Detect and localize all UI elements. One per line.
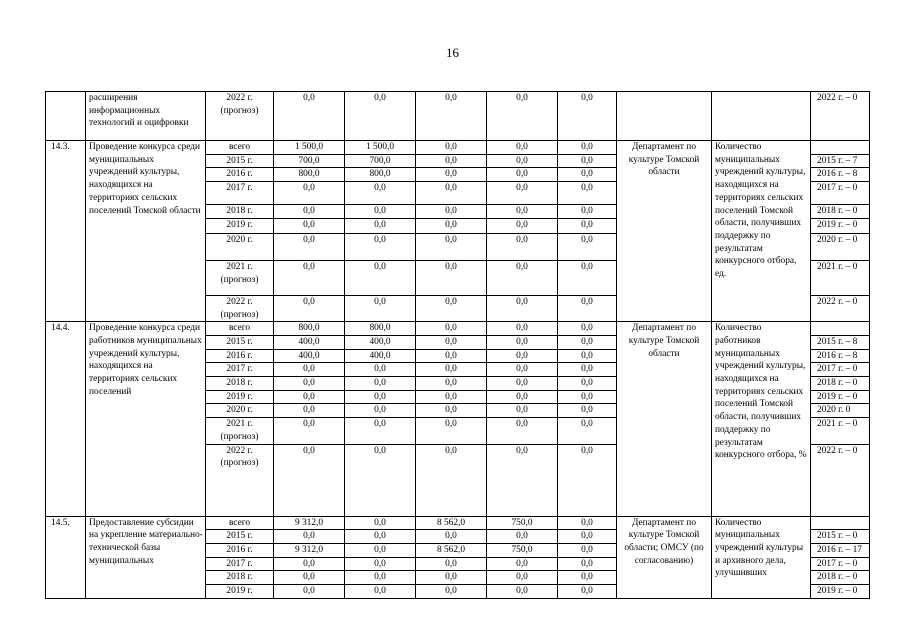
- indicator-value: [811, 141, 870, 155]
- indicator-value: 2015 г. – 8: [811, 335, 870, 349]
- funding-value: 0,0: [487, 377, 558, 391]
- year-cell: 2015 г.: [206, 154, 274, 168]
- year-cell: 2019 г.: [206, 390, 274, 404]
- measure-index: 14.3.: [46, 141, 86, 322]
- table-row: [46, 92, 870, 141]
- indicator-value: 2022 г. – 0: [811, 92, 870, 141]
- funding-value: 0,0: [416, 377, 487, 391]
- funding-value: 0,0: [345, 444, 416, 516]
- indicator-value: 2018 г. – 0: [811, 377, 870, 391]
- responsible-executor: Департамент по культуре Томской области: [617, 322, 712, 516]
- funding-value: 0,0: [487, 322, 558, 336]
- funding-value: 0,0: [558, 295, 617, 321]
- funding-value: 0,0: [416, 418, 487, 444]
- funding-value: 0,0: [345, 571, 416, 585]
- funding-value: 0,0: [274, 585, 345, 599]
- funding-value: 0,0: [558, 349, 617, 363]
- funding-value: 0,0: [487, 154, 558, 168]
- funding-value: 750,0: [487, 516, 558, 530]
- funding-value: 800,0: [274, 322, 345, 336]
- funding-value: 0,0: [416, 154, 487, 168]
- funding-value: 8 562,0: [416, 516, 487, 530]
- indicator-value: 2019 г. – 0: [811, 585, 870, 599]
- measure-description: Проведение конкурса среди муниципальных учреждений культуры, находящихся на территориях сельских поселений Томской области: [86, 141, 206, 322]
- funding-value: 0,0: [416, 571, 487, 585]
- funding-value: 0,0: [416, 390, 487, 404]
- funding-value: 0,0: [416, 335, 487, 349]
- indicator-description: Количество работников муниципальных учреждений культуры, находящихся на территориях сельских поселений Томской области, получивших поддержку по результатам конкурсного отбора, %: [712, 322, 811, 516]
- funding-value: 0,0: [274, 218, 345, 233]
- year-cell: 2019 г.: [206, 218, 274, 233]
- funding-value: 400,0: [274, 349, 345, 363]
- funding-value: 0,0: [274, 182, 345, 205]
- funding-value: 0,0: [416, 168, 487, 182]
- funding-value: 800,0: [345, 168, 416, 182]
- funding-value: 400,0: [274, 335, 345, 349]
- funding-value: 0,0: [416, 205, 487, 219]
- funding-value: 0,0: [487, 233, 558, 260]
- measure-description: расширения информационных технологий и оцифровки: [86, 92, 206, 141]
- funding-value: 0,0: [345, 182, 416, 205]
- funding-value: 0,0: [487, 92, 558, 141]
- funding-value: 0,0: [416, 182, 487, 205]
- funding-value: 0,0: [487, 530, 558, 544]
- funding-value: 0,0: [274, 418, 345, 444]
- measure-index: 14.5.: [46, 516, 86, 598]
- year-cell: всего: [206, 516, 274, 530]
- funding-value: 0,0: [487, 182, 558, 205]
- funding-value: 0,0: [487, 363, 558, 377]
- funding-value: 750,0: [487, 543, 558, 557]
- funding-value: 0,0: [416, 585, 487, 599]
- funding-value: 0,0: [487, 349, 558, 363]
- funding-value: 0,0: [558, 154, 617, 168]
- funding-value: 0,0: [416, 404, 487, 418]
- indicator-value: [811, 516, 870, 530]
- funding-value: 0,0: [487, 205, 558, 219]
- indicator-value: 2020 г. 0: [811, 404, 870, 418]
- indicator-value: 2015 г. – 7: [811, 154, 870, 168]
- funding-value: 400,0: [345, 335, 416, 349]
- funding-value: 0,0: [345, 543, 416, 557]
- funding-value: 0,0: [345, 530, 416, 544]
- funding-value: 0,0: [345, 205, 416, 219]
- funding-value: 0,0: [345, 404, 416, 418]
- year-cell: 2016 г.: [206, 349, 274, 363]
- indicator-value: 2021 г. – 0: [811, 260, 870, 295]
- funding-value: 0,0: [416, 92, 487, 141]
- funding-value: 0,0: [558, 233, 617, 260]
- funding-value: 0,0: [416, 218, 487, 233]
- indicator-description: Количество муниципальных учреждений культуры, находящихся на территориях сельских поселений Томской области, получивших поддержку по результатам конкурсного отбора, ед.: [712, 141, 811, 322]
- funding-value: 0,0: [487, 168, 558, 182]
- funding-value: 0,0: [558, 444, 617, 516]
- funding-value: 0,0: [487, 444, 558, 516]
- funding-value: 0,0: [416, 444, 487, 516]
- year-cell: 2017 г.: [206, 557, 274, 571]
- funding-value: 0,0: [558, 335, 617, 349]
- funding-value: 0,0: [345, 218, 416, 233]
- funding-value: 0,0: [274, 571, 345, 585]
- funding-value: 9 312,0: [274, 516, 345, 530]
- funding-value: 700,0: [345, 154, 416, 168]
- funding-value: 0,0: [345, 418, 416, 444]
- funding-value: 0,0: [416, 260, 487, 295]
- year-cell: 2020 г.: [206, 404, 274, 418]
- funding-value: 0,0: [345, 585, 416, 599]
- year-cell: 2019 г.: [206, 585, 274, 599]
- funding-value: 0,0: [558, 363, 617, 377]
- funding-value: 0,0: [274, 530, 345, 544]
- funding-value: 0,0: [345, 233, 416, 260]
- funding-value: 0,0: [416, 349, 487, 363]
- funding-value: 0,0: [416, 141, 487, 155]
- funding-value: 0,0: [558, 218, 617, 233]
- funding-value: 1 500,0: [345, 141, 416, 155]
- table-body: [46, 92, 870, 599]
- funding-value: 0,0: [558, 418, 617, 444]
- table-row: [46, 516, 870, 530]
- funding-value: 0,0: [274, 557, 345, 571]
- indicator-value: 2018 г. – 0: [811, 205, 870, 219]
- indicator-value: 2017 г. – 0: [811, 182, 870, 205]
- funding-value: 0,0: [274, 404, 345, 418]
- year-cell: 2018 г.: [206, 205, 274, 219]
- year-cell: 2022 г. (прогноз): [206, 92, 274, 141]
- funding-value: 700,0: [274, 154, 345, 168]
- funding-value: 0,0: [558, 168, 617, 182]
- funding-value: 800,0: [274, 168, 345, 182]
- year-cell: 2022 г. (прогноз): [206, 444, 274, 516]
- indicator-value: 2016 г. – 17: [811, 543, 870, 557]
- funding-value: 0,0: [345, 557, 416, 571]
- funding-value: 0,0: [345, 260, 416, 295]
- funding-value: 0,0: [558, 516, 617, 530]
- funding-value: 0,0: [416, 322, 487, 336]
- year-cell: 2015 г.: [206, 530, 274, 544]
- funding-value: 0,0: [558, 530, 617, 544]
- measure-index: 14.4.: [46, 322, 86, 516]
- funding-value: 0,0: [274, 205, 345, 219]
- year-cell: 2018 г.: [206, 571, 274, 585]
- year-cell: всего: [206, 141, 274, 155]
- funding-value: 0,0: [274, 444, 345, 516]
- funding-value: 0,0: [558, 322, 617, 336]
- funding-value: 0,0: [558, 205, 617, 219]
- funding-value: 0,0: [416, 530, 487, 544]
- year-cell: 2022 г. (прогноз): [206, 295, 274, 321]
- funding-value: 0,0: [345, 377, 416, 391]
- indicator-value: 2017 г. – 0: [811, 557, 870, 571]
- funding-value: 0,0: [487, 585, 558, 599]
- indicator-value: 2019 г. – 0: [811, 218, 870, 233]
- funding-value: 0,0: [345, 295, 416, 321]
- indicator-value: [811, 322, 870, 336]
- funding-value: 0,0: [558, 182, 617, 205]
- funding-value: 0,0: [487, 260, 558, 295]
- funding-value: 0,0: [487, 218, 558, 233]
- measure-index: [46, 92, 86, 141]
- funding-value: 0,0: [558, 543, 617, 557]
- funding-value: 0,0: [487, 571, 558, 585]
- funding-value: 0,0: [274, 377, 345, 391]
- year-cell: 2020 г.: [206, 233, 274, 260]
- funding-value: 0,0: [558, 557, 617, 571]
- indicator-value: 2020 г. – 0: [811, 233, 870, 260]
- funding-value: 0,0: [558, 377, 617, 391]
- funding-value: 0,0: [416, 557, 487, 571]
- funding-value: 0,0: [416, 233, 487, 260]
- table-row: [46, 322, 870, 336]
- funding-value: 0,0: [558, 141, 617, 155]
- measure-description: Проведение конкурса среди работников муниципальных учреждений культуры, находящихся на территориях сельских поселений: [86, 322, 206, 516]
- table-row: [46, 141, 870, 155]
- indicator-value: 2018 г. – 0: [811, 571, 870, 585]
- funding-value: 0,0: [558, 404, 617, 418]
- responsible-executor: Департамент по культуре Томской области; ОМСУ (по согласованию): [617, 516, 712, 598]
- indicator-description: Количество муниципальных учреждений культуры и архивного дела, улучшивших: [712, 516, 811, 598]
- indicator-value: 2016 г. – 8: [811, 349, 870, 363]
- indicator-value: 2015 г. – 0: [811, 530, 870, 544]
- program-measures-table: [45, 91, 870, 599]
- year-cell: 2017 г.: [206, 182, 274, 205]
- funding-value: 1 500,0: [274, 141, 345, 155]
- year-cell: 2017 г.: [206, 363, 274, 377]
- indicator-value: 2019 г. – 0: [811, 390, 870, 404]
- funding-value: 0,0: [558, 92, 617, 141]
- indicator-value: 2022 г. – 0: [811, 444, 870, 516]
- funding-value: 0,0: [487, 390, 558, 404]
- funding-value: 400,0: [345, 349, 416, 363]
- responsible-executor: [617, 92, 712, 141]
- funding-value: 0,0: [558, 571, 617, 585]
- year-cell: 2021 г. (прогноз): [206, 260, 274, 295]
- indicator-value: 2022 г. – 0: [811, 295, 870, 321]
- funding-value: 0,0: [274, 390, 345, 404]
- funding-value: 0,0: [274, 233, 345, 260]
- funding-value: 8 562,0: [416, 543, 487, 557]
- year-cell: всего: [206, 322, 274, 336]
- funding-value: 0,0: [416, 363, 487, 377]
- indicator-value: 2021 г. – 0: [811, 418, 870, 444]
- funding-value: 0,0: [487, 141, 558, 155]
- measure-description: Предоставление субсидии на укрепление материально-технической базы муниципальных: [86, 516, 206, 598]
- page-number: 16: [446, 45, 459, 60]
- funding-value: 0,0: [274, 260, 345, 295]
- funding-value: 0,0: [416, 295, 487, 321]
- funding-value: 0,0: [345, 390, 416, 404]
- responsible-executor: Департамент по культуре Томской области: [617, 141, 712, 322]
- funding-value: 0,0: [345, 363, 416, 377]
- year-cell: 2015 г.: [206, 335, 274, 349]
- funding-value: 0,0: [274, 92, 345, 141]
- funding-value: 0,0: [487, 295, 558, 321]
- funding-value: 0,0: [487, 557, 558, 571]
- year-cell: 2021 г. (прогноз): [206, 418, 274, 444]
- funding-value: 0,0: [487, 404, 558, 418]
- year-cell: 2016 г.: [206, 168, 274, 182]
- funding-value: 0,0: [274, 295, 345, 321]
- indicator-description: [712, 92, 811, 141]
- funding-value: 0,0: [274, 363, 345, 377]
- funding-value: 0,0: [345, 92, 416, 141]
- funding-value: 0,0: [487, 418, 558, 444]
- funding-value: 0,0: [558, 260, 617, 295]
- year-cell: 2016 г.: [206, 543, 274, 557]
- funding-value: 0,0: [558, 585, 617, 599]
- funding-value: 0,0: [345, 516, 416, 530]
- indicator-value: 2017 г. – 0: [811, 363, 870, 377]
- funding-value: 800,0: [345, 322, 416, 336]
- year-cell: 2018 г.: [206, 377, 274, 391]
- funding-value: 0,0: [558, 390, 617, 404]
- indicator-value: 2016 г. – 8: [811, 168, 870, 182]
- funding-value: 0,0: [487, 335, 558, 349]
- funding-value: 9 312,0: [274, 543, 345, 557]
